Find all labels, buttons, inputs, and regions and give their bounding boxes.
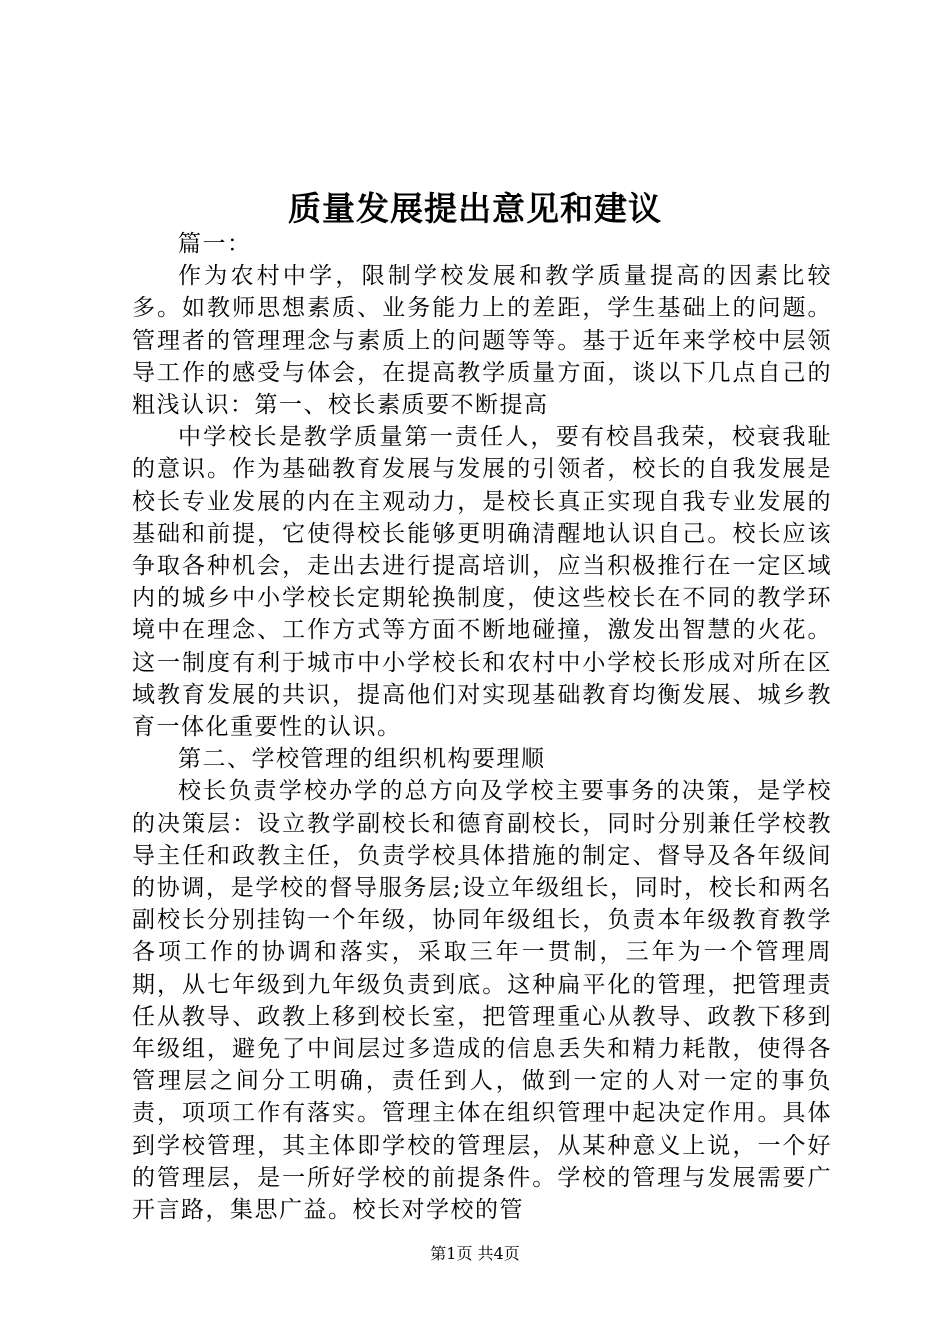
document-title: 质量发展提出意见和建议 xyxy=(288,189,662,228)
document-body xyxy=(132,228,832,1226)
section-heading-part-one: 篇一： xyxy=(178,231,252,257)
page-number-footer: 第1页 共4页 xyxy=(430,1244,520,1263)
section-heading-organization: 第二、学校管理的组织机构要理顺 xyxy=(178,746,546,773)
paragraph-management-structure: 校长负责学校办学的总方向及学校主要事务的决策，是学校的决策层：设立教学副校长和德育副校长，同时分别兼任学校教导主任和政教主任，负责学校具体措施的制定、督导及各年级间的协调，是学校的督导服务层;设立年级组长，同时，校长和两名副校长分别挂钩一个年级，协同年级组长，负责本年级教育教学各项工作的协调和落实，采取三年一贯制，三年为一个管理周期，从七年级到九年级负责到底。这种扁平化的管理，把管理责任从教导、政教上移到校长室，把管理重心从教导、政教下移到年级组，避免了中间层过多造成的信息丢失和精力耗散，使得各管理层之间分工明确，责任到人，做到一定的人对一定的事负责，项项工作有落实。管理主体在组织管理中起决定作用。具体到学校管理，其主体即学校的管理层，从某种意义上说，一个好的管理层，是一所好学校的前提条件。学校的管理与发展需要广开言路，集思广益。校长对学校的管 xyxy=(132,778,832,1224)
paragraph-principal-quality: 中学校长是教学质量第一责任人，要有校昌我荣，校衰我耻的意识。作为基础教育发展与发展的引领者，校长的自我发展是校长专业发展的内在主观动力，是校长真正实现自我专业发展的基础和前提，它使得校长能够更明确清醒地认识自己。校长应该争取各种机会，走出去进行提高培训，应当积极推行在一定区域内的城乡中小学校长定期轮换制度，使这些校长在不同的教学环境中在理念、工作方式等方面不断地碰撞，激发出智慧的火花。这一制度有利于城市中小学校长和农村中小学校长形成对所在区域教育发展的共识，提高他们对实现基础教育均衡发展、城乡教育一体化重要性的认识。 xyxy=(132,424,832,741)
paragraph-intro: 作为农村中学，限制学校发展和教学质量提高的因素比较多。如教师思想素质、业务能力上的差距，学生基础上的问题。管理者的管理理念与素质上的问题等等。基于近年来学校中层领导工作的感受与体会，在提高教学质量方面，谈以下几点自己的粗浅认识：第一、校长素质要不断提高 xyxy=(132,263,832,419)
